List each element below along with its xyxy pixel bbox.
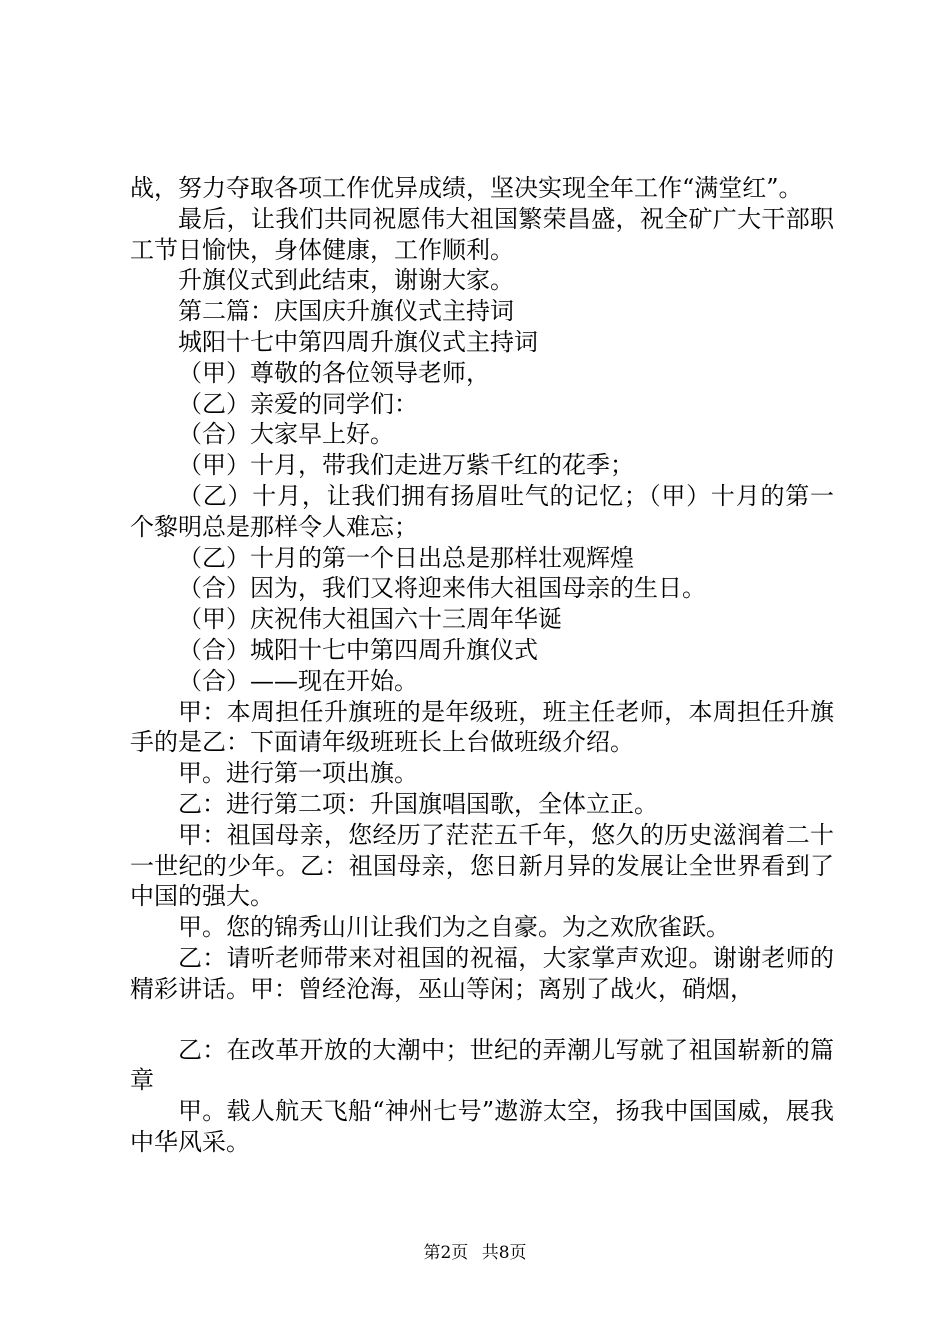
paragraph: 甲。进行第一项出旗。 bbox=[178, 759, 418, 788]
paragraph: （乙）十月的第一个日出总是那样壮观辉煌 bbox=[178, 543, 634, 572]
paragraph: （甲）尊敬的各位领导老师， bbox=[178, 358, 490, 387]
paragraph: 甲。载人航天飞船“神州七号”遨游太空，扬我中国国威，展我中华风采。 bbox=[130, 1097, 834, 1156]
paragraph: 乙：在改革开放的大潮中；世纪的弄潮儿写就了祖国崭新的篇章 bbox=[130, 1035, 834, 1095]
paragraph: （甲）庆祝伟大祖国六十三周年华诞 bbox=[178, 605, 562, 634]
page-number-total: 共8页 bbox=[481, 1243, 527, 1263]
paragraph: 战，努力夺取各项工作优异成绩，坚决实现全年工作“满堂红”。 bbox=[130, 174, 803, 202]
paragraph: （合）城阳十七中第四周升旗仪式 bbox=[178, 635, 538, 664]
paragraph: 甲。您的锦秀山川让我们为之自豪。为之欢欣雀跃。 bbox=[178, 913, 730, 942]
paragraph: （乙）十月，让我们拥有扬眉吐气的记忆；（甲）十月的第一个黎明总是那样令人难忘； bbox=[130, 481, 834, 541]
document-body bbox=[130, 173, 834, 1158]
paragraph: （合）——现在开始。 bbox=[178, 666, 418, 695]
paragraph: （乙）亲爱的同学们： bbox=[178, 389, 418, 418]
paragraph: （合）大家早上好。 bbox=[178, 420, 394, 449]
paragraph: 乙：请听老师带来对祖国的祝福，大家掌声欢迎。谢谢老师的精彩讲话。甲：曾经沧海，巫山等闲；离别了战火，硝烟， bbox=[130, 943, 834, 1003]
paragraph: 升旗仪式到此结束，谢谢大家。 bbox=[178, 266, 514, 295]
blank-line bbox=[130, 1005, 834, 1035]
page-number-current: 第2页 bbox=[423, 1243, 469, 1263]
paragraph: （合）因为，我们又将迎来伟大祖国母亲的生日。 bbox=[178, 574, 706, 603]
paragraph: 最后，让我们共同祝愿伟大祖国繁荣昌盛，祝全矿广大干部职工节日愉快，身体健康，工作顺利。 bbox=[130, 204, 834, 264]
paragraph: 甲：本周担任升旗班的是年级班，班主任老师，本周担任升旗手的是乙：下面请年级班班长上台做班级介绍。 bbox=[130, 697, 834, 757]
section-heading: 第二篇：庆国庆升旗仪式主持词 bbox=[178, 297, 514, 326]
paragraph: （甲）十月，带我们走进万紫千红的花季； bbox=[178, 451, 634, 480]
page-footer bbox=[0, 1242, 950, 1264]
paragraph: 甲：祖国母亲，您经历了茫茫五千年，悠久的历史滋润着二十一世纪的少年。乙：祖国母亲，您日新月异的发展让全世界看到了中国的强大。 bbox=[130, 820, 834, 911]
subheading: 城阳十七中第四周升旗仪式主持词 bbox=[178, 327, 538, 356]
paragraph: 乙：进行第二项：升国旗唱国歌，全体立正。 bbox=[178, 789, 658, 818]
